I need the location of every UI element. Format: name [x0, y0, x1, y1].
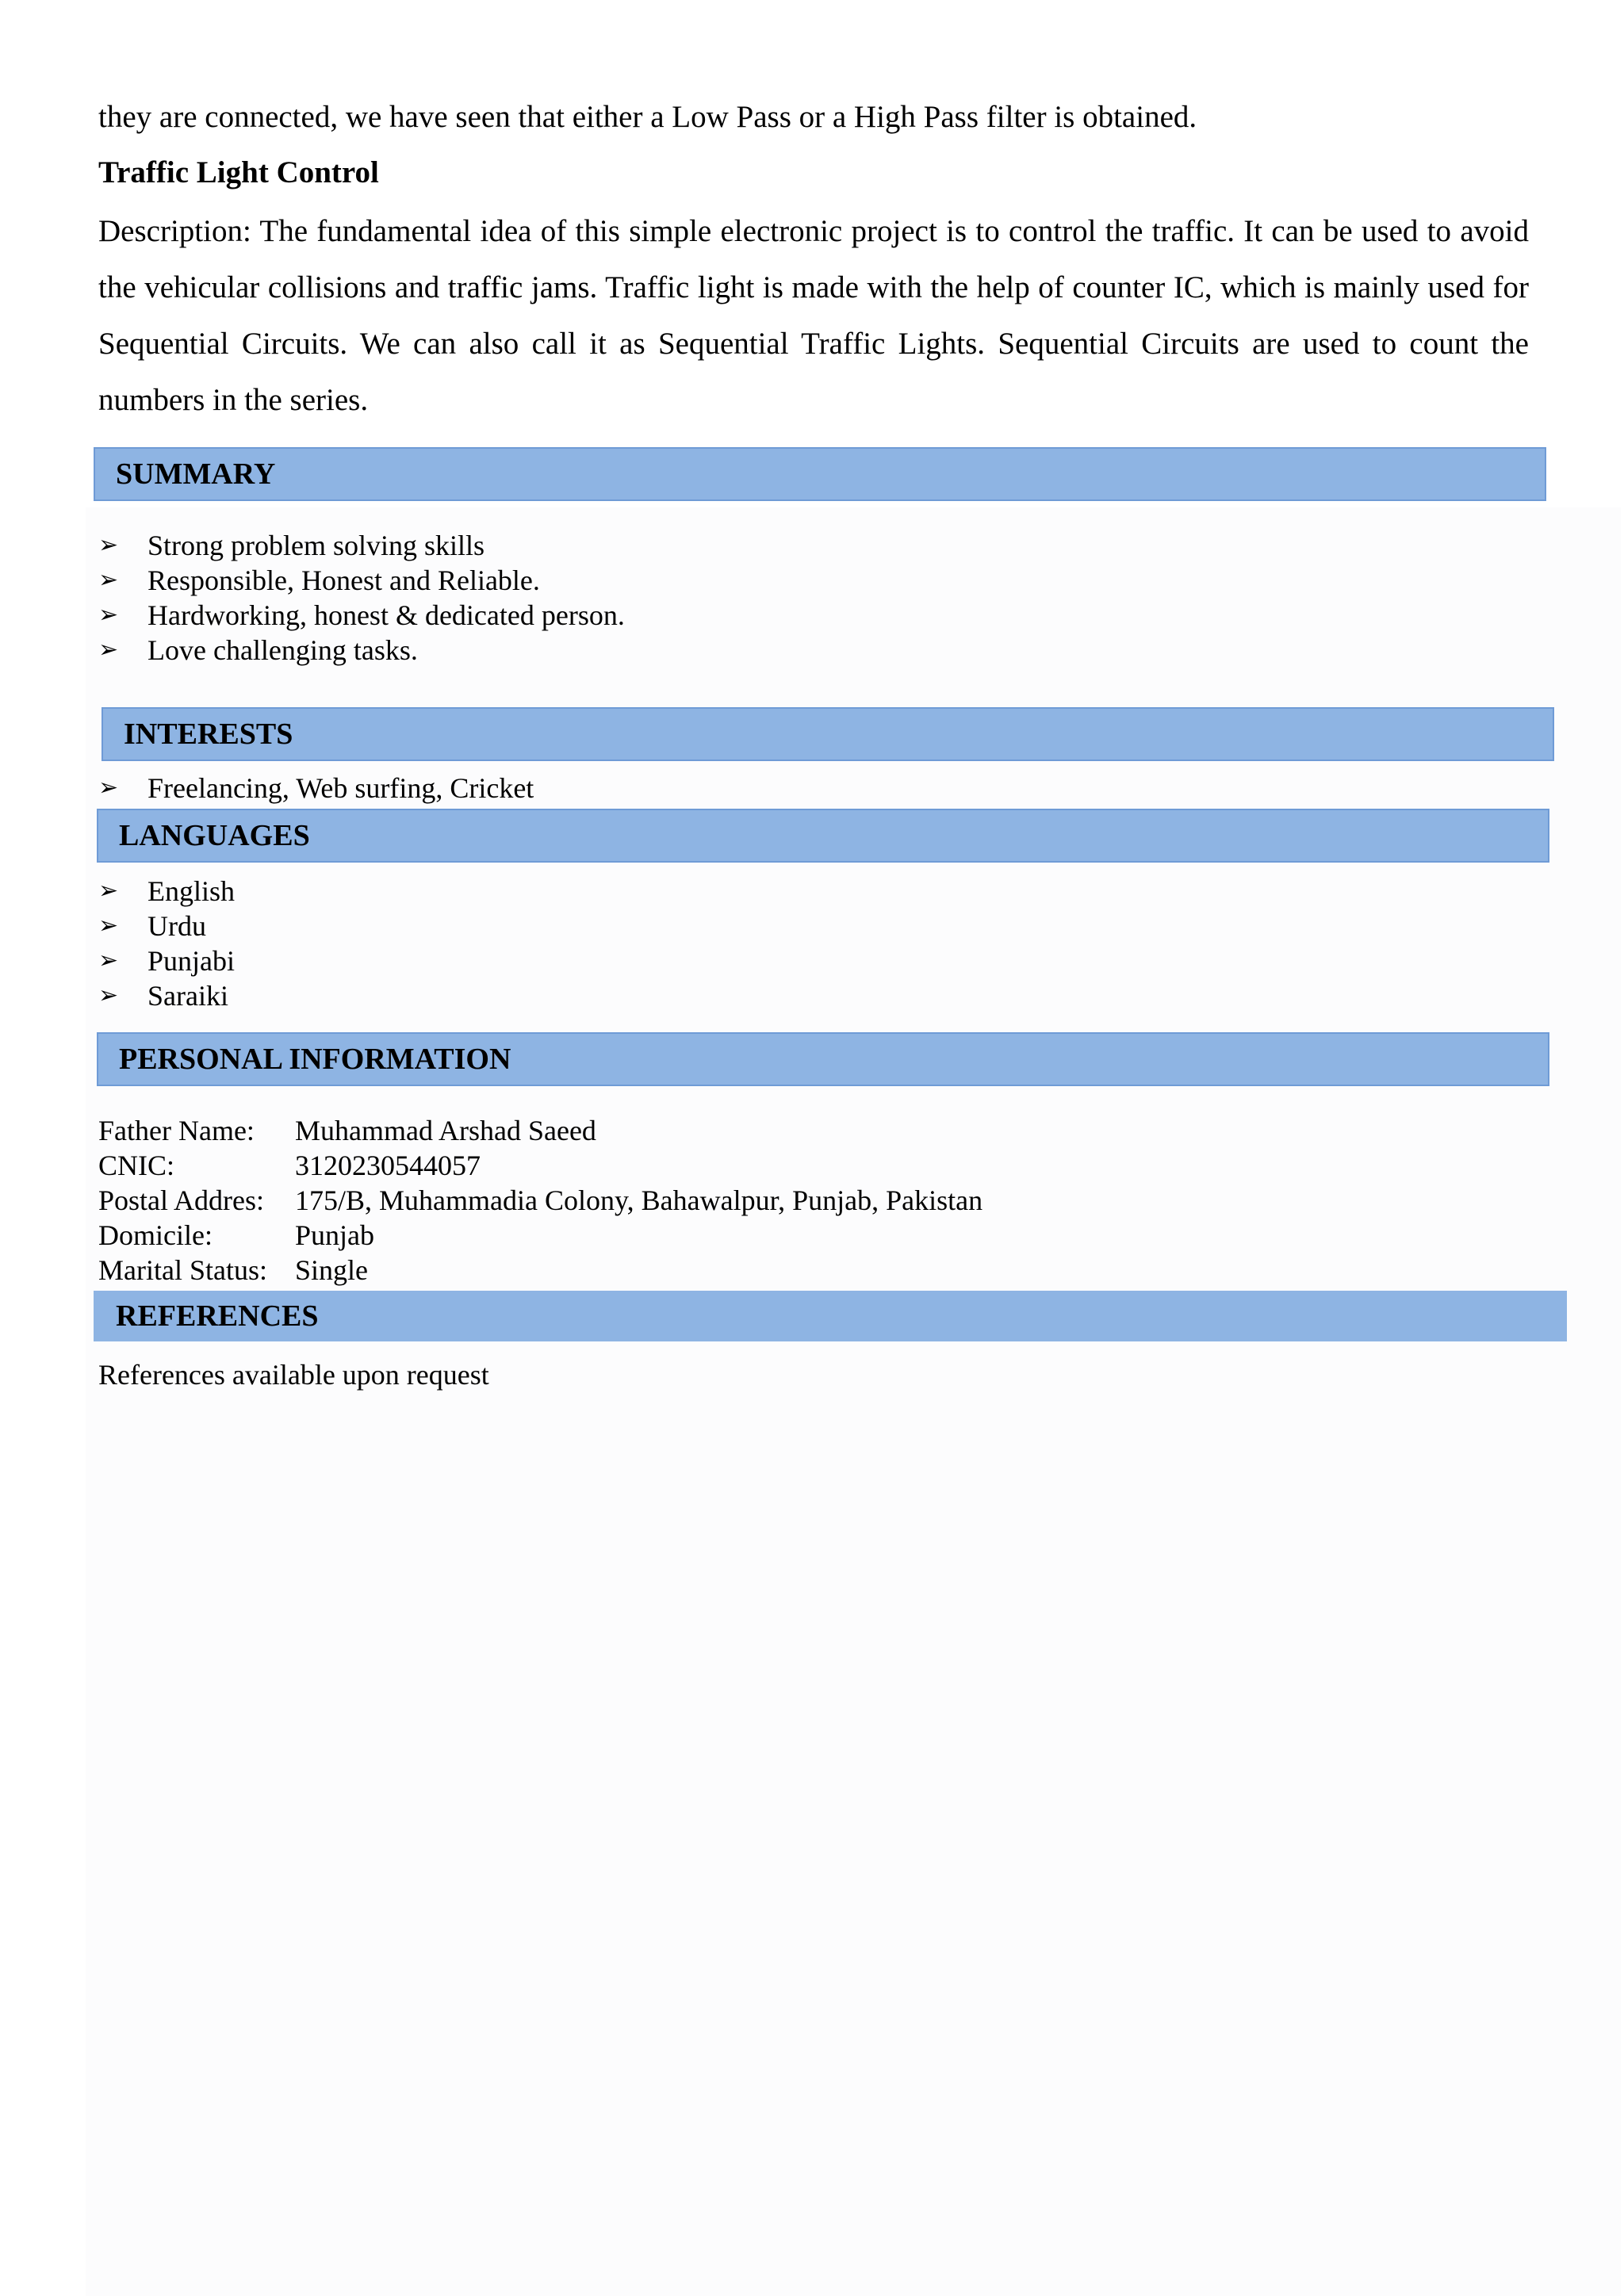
arrow-bullet-icon: ➢	[98, 947, 119, 974]
intro-continuation: they are connected, we have seen that either a Low Pass or a High Pass filter is obtained.	[98, 100, 1197, 134]
list-item: ➢ Urdu	[98, 910, 206, 942]
info-row-cnic	[98, 1148, 982, 1183]
info-value: 3120230544057	[295, 1150, 481, 1181]
references-section-header	[94, 1291, 1567, 1341]
arrow-bullet-icon: ➢	[98, 982, 119, 1009]
info-label: Marital Status:	[98, 1254, 267, 1286]
list-item: ➢ Love challenging tasks.	[98, 634, 418, 666]
info-row-marital-status	[98, 1253, 982, 1288]
list-item: ➢ Responsible, Honest and Reliable.	[98, 564, 540, 596]
arrow-bullet-icon: ➢	[98, 877, 119, 905]
list-item: ➢ Punjabi	[98, 945, 236, 977]
summary-section-header	[94, 447, 1546, 501]
list-item: ➢ Saraiki	[98, 980, 228, 1012]
list-item: ➢ English	[98, 875, 236, 907]
arrow-bullet-icon: ➢	[98, 531, 119, 559]
list-item: ➢ Strong problem solving skills	[98, 530, 485, 561]
info-label: Father Name:	[98, 1115, 255, 1146]
info-value: Single	[295, 1254, 369, 1286]
personal-info-section-header	[97, 1032, 1549, 1086]
arrow-bullet-icon: ➢	[98, 566, 119, 594]
interests-section-header	[102, 707, 1554, 761]
info-row-postal-address	[98, 1183, 982, 1218]
info-row-domicile	[98, 1218, 982, 1253]
list-item: ➢ Freelancing, Web surfing, Cricket	[98, 772, 534, 804]
info-label: Postal Addres:	[98, 1184, 265, 1216]
project-description: Description: The fundamental idea of this simple electronic project is to control the traffic. It can be used to avoid the vehicular collisions and traffic jams. Traffic light is made with the help of counter IC, which is mainly used for Sequential Circuits. We can also call it as Sequential Traffic Lights. Sequential Circuits are used to count the numbers in the series.	[98, 214, 1529, 417]
languages-list	[98, 874, 235, 1013]
list-item: ➢ Hardworking, honest & dedicated person.	[98, 599, 625, 631]
references-text: References available upon request	[98, 1359, 489, 1391]
interests-heading: INTERESTS	[124, 718, 293, 751]
project-title: Traffic Light Control	[98, 155, 379, 189]
personal-info-heading: PERSONAL INFORMATION	[119, 1043, 511, 1076]
arrow-bullet-icon: ➢	[98, 601, 119, 629]
arrow-bullet-icon: ➢	[98, 912, 119, 939]
info-row-father-name	[98, 1113, 982, 1148]
arrow-bullet-icon: ➢	[98, 636, 119, 664]
interests-list	[98, 771, 534, 806]
languages-section-header	[97, 809, 1549, 863]
info-label: CNIC:	[98, 1150, 175, 1181]
languages-heading: LANGUAGES	[119, 819, 310, 852]
info-value: Muhammad Arshad Saeed	[295, 1115, 596, 1146]
arrow-bullet-icon: ➢	[98, 774, 119, 802]
summary-list	[98, 528, 625, 668]
info-label: Domicile:	[98, 1219, 213, 1251]
info-value: 175/B, Muhammadia Colony, Bahawalpur, Punjab, Pakistan	[295, 1184, 983, 1216]
summary-heading: SUMMARY	[116, 457, 276, 491]
info-value: Punjab	[295, 1219, 375, 1251]
references-heading: REFERENCES	[116, 1299, 319, 1333]
personal-info-table	[98, 1113, 982, 1288]
